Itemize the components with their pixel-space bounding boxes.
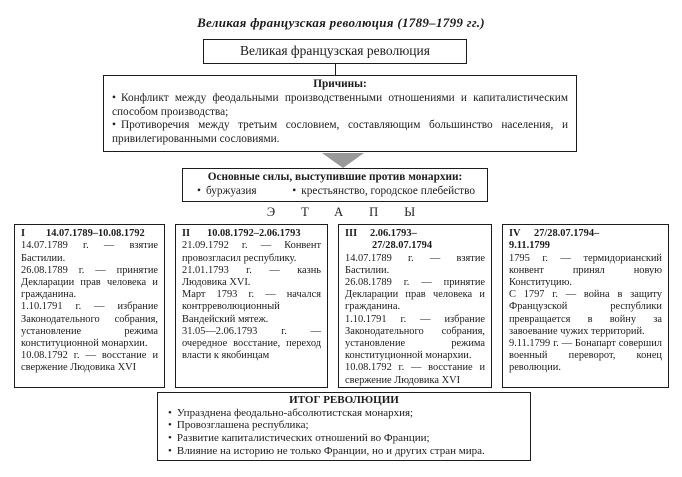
stage-1-header [21, 228, 158, 240]
stage-box-3 [338, 224, 492, 388]
forces-row [183, 185, 487, 199]
forces-item-text: крестьянство, городское плебейство [301, 184, 475, 197]
page-title: Великая французская революция (1789–1799 гг.) [197, 15, 485, 30]
stage-box-2 [175, 224, 328, 388]
stage-event: 10.08.1792 г. — восстание и свержение Людовика XVI [345, 362, 485, 386]
result-item [168, 432, 520, 445]
stage-event: С 1797 г. — война в защиту Французской республики превращается в войну за завоевание чужих территорий. [509, 289, 662, 337]
stage-event: 31.05—2.06.1793 г. — очередное восстание, переход власти к якобинцам [182, 325, 321, 362]
result-heading: ИТОГ РЕВОЛЮЦИИ [289, 394, 399, 407]
stage-3-period-line2: 27/28.07.1794 [372, 240, 433, 252]
bullet-marker: • [112, 119, 116, 132]
stage-4-header [509, 228, 662, 252]
result-item-text: Влияние на историю не только Франции, но и других стран мира. [176, 444, 485, 457]
stage-4-period: 27/28.07.1794– [534, 228, 600, 240]
causes-item [112, 119, 568, 147]
result-item [168, 419, 520, 432]
stage-event: 1.10.1791 г. — избрание Законодательного собрания, установление режима конституционной монархии. [21, 301, 158, 349]
stage-2-header [182, 228, 321, 240]
stage-event: 26.08.1789 г. — принятие Декларации прав человека и гражданина. [21, 264, 158, 301]
stage-event: 21.09.1792 г. — Конвент провозгласил республику. [182, 240, 321, 264]
stage-event: 9.11.1799 г. — Бонапарт совершил военный переворот, конец революции. [509, 338, 662, 374]
down-arrow-icon [322, 153, 364, 168]
stage-box-4 [502, 224, 669, 388]
stage-1-period: 14.07.1789–10.08.1792 [46, 228, 145, 240]
result-item-text: Развитие капиталистических отношений во Франции; [176, 431, 430, 444]
stage-event: 14.07.1789 г. — взятие Бастилии. [21, 240, 158, 264]
causes-item [112, 92, 568, 120]
stage-event: 1795 г. — термидорианский конвент принял новую Конституцию. [509, 252, 662, 288]
bullet-marker: • [197, 184, 201, 197]
stage-4-period-line2: 9.11.1799 [509, 240, 550, 252]
stage-1-numeral: I [21, 228, 26, 240]
stage-3-numeral: III [345, 228, 358, 240]
bullet-marker: • [168, 431, 172, 444]
stage-4-numeral: IV [509, 228, 521, 240]
forces-box [182, 168, 488, 202]
causes-heading: Причины: [313, 78, 367, 90]
connector-line [335, 64, 336, 75]
stages-row [0, 224, 682, 388]
result-item [168, 407, 520, 420]
stage-event: 10.08.1792 г. — восстание и свержение Людовика XVI [21, 350, 158, 374]
stage-2-numeral: II [182, 228, 191, 240]
causes-item-text: Противоречия между третьим сословием, составляющим большинство населения, и привилегированными сословиями. [112, 119, 568, 146]
stage-event: 21.01.1793 г. — казнь Людовика XVI. [182, 264, 321, 288]
bullet-marker: • [292, 184, 297, 197]
result-item-text: Упразднена феодально-абсолютистская монархия; [176, 406, 414, 419]
stage-event: 26.08.1789 г. — принятие Декларации прав человека и гражданина. [345, 276, 485, 313]
result-item-text: Провозглашена республика; [176, 419, 309, 432]
stages-label: ЭТАПЫ [266, 205, 442, 220]
stage-box-1 [14, 224, 165, 388]
result-box [157, 392, 531, 461]
stage-3-period: 2.06.1793– [370, 228, 417, 240]
bullet-marker: • [168, 444, 172, 457]
result-item [168, 445, 520, 458]
causes-box [103, 75, 577, 152]
stage-2-period: 10.08.1792–2.06.1793 [207, 228, 301, 240]
root-box [203, 39, 467, 64]
forces-item [197, 185, 257, 199]
root-box-label: Великая французская революция [240, 43, 430, 58]
stage-event: 14.07.1789 г. — взятие Бастилии. [345, 252, 485, 276]
causes-item-text: Конфликт между феодальными производственными отношениями и капиталистическим способом производства; [112, 91, 568, 118]
forces-item [292, 185, 475, 199]
bullet-marker: • [112, 91, 116, 104]
stage-event: Март 1793 г. — начался контрреволюционный Вандейский мятеж. [182, 289, 321, 325]
forces-item-text: буржуазия [205, 184, 257, 197]
stage-3-header [345, 228, 485, 252]
bullet-marker: • [168, 406, 172, 419]
stage-event: 1.10.1791 г. — избрание Законодательного собрания, установление режима конституционной монархии. [345, 313, 485, 362]
bullet-marker: • [168, 419, 172, 432]
forces-heading: Основные силы, выступившие против монархии: [207, 170, 463, 183]
